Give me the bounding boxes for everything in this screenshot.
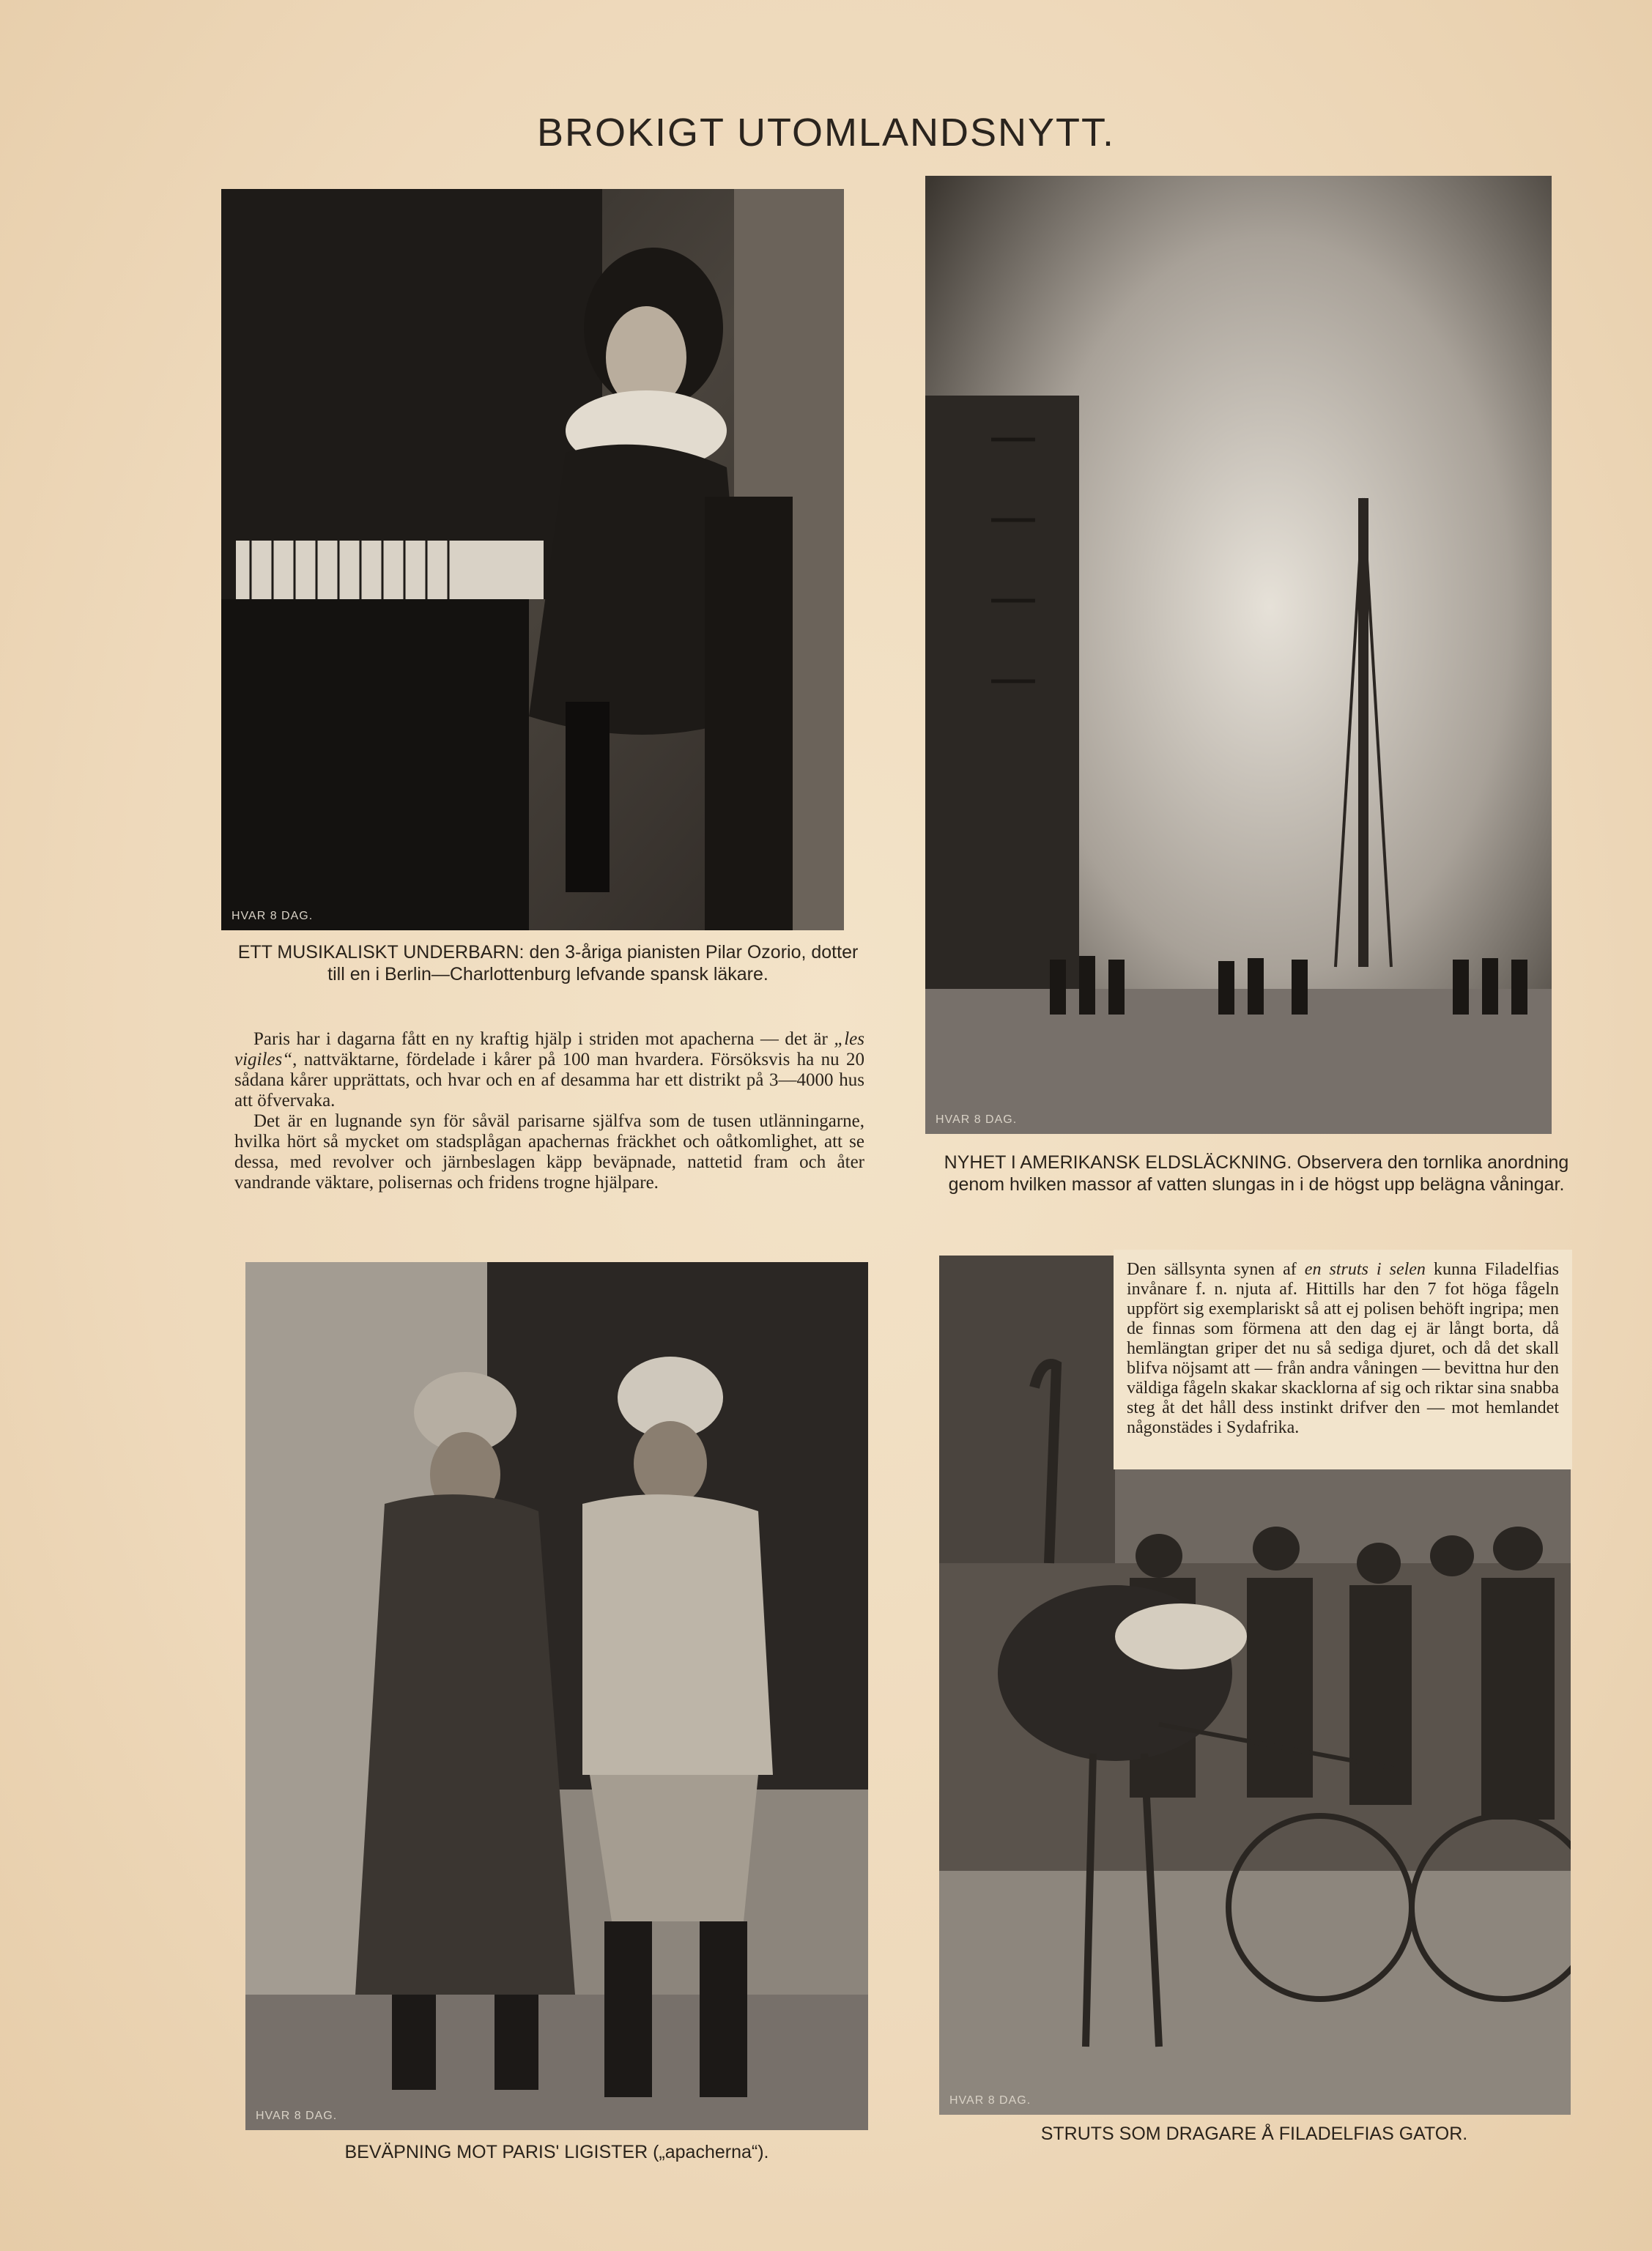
caption-fire-tower: NYHET I AMERIKANSK ELDSLÄCKNING. Observera den tornlika anordning genom hvilken massor af vatten slungas in i de högst upp belägna våningar. (944, 1152, 1569, 1195)
article-les-vigiles (234, 1029, 864, 1193)
photo-credit: HVAR 8 DAG. (231, 910, 314, 922)
ostrich-note (1114, 1250, 1572, 1469)
photo-fire-tower (925, 176, 1552, 1134)
caption-child-pianist: ETT MUSIKALISKT UNDERBARN: den 3-åriga pianisten Pilar Ozorio, dotter till en i Berlin—Charlottenburg lefvande spansk läkare. (237, 942, 859, 984)
photo-credit: HVAR 8 DAG. (936, 1113, 1018, 1126)
caption-ostrich-cart: STRUTS SOM DRAGARE Å FILADELFIAS GATOR. (1040, 2124, 1468, 2144)
article-paragraph-1 (234, 1029, 864, 1111)
note-text: kunna Filadelfias invånare f. n. njuta af. Hittills har den 7 fot höga fågeln uppfört sig exemplariskt så att ej polisen behöft ingripa; men de finnas som förmena att den dag ej är långt borta, då hemlängtan griper det nu så sediga djuret, och då det skall blifva nöjsamt att — från andra våningen — bevittna hur den väldiga fågeln skakar skacklorna af sig och riktar sina snabba steg åt det håll dess instinkt drifver den — mot hemlandet någonstädes i Sydafrika. (1127, 1260, 1559, 1437)
article-emphasis: „les vigiles“ (234, 1029, 864, 1069)
article-paragraph-2: Det är en lugnande syn för såväl parisarne själfva som de tusen utlänningarne, hvilka hört så mycket om stadsplågan apachernas fräckhet och oåtkomlighet, att se dessa, med revolver och järnbeslagen käpp beväpnade, nattetid fram och åter vandrande väktare, polisernas och fridens trogne hjälpare. (234, 1111, 864, 1193)
photo-credit: HVAR 8 DAG. (949, 2094, 1031, 2107)
article-text: Paris har i dagarna fått en ny kraftig hjälp i striden mot apacherna — det är (253, 1029, 834, 1049)
note-emphasis: en struts i selen (1304, 1260, 1426, 1279)
page-title: BROKIGT UTOMLANDSNYTT. (536, 111, 1116, 155)
article-text: , nattväktarne, fördelade i kårer på 100 man hvardera. Försöksvis ha nu 20 sådana kårer upprättats, och hvar och en af desamma har ett distrikt på 3—4000 hus att öfvervaka. (234, 1050, 864, 1110)
photo-paris-police (245, 1262, 868, 2130)
photo-child-pianist-image (221, 189, 844, 930)
photo-paris-police-image (245, 1262, 868, 2130)
caption-paris-police: BEVÄPNING MOT PARIS' LIGISTER („apacherna“). (344, 2142, 769, 2162)
photo-credit: HVAR 8 DAG. (256, 2110, 338, 2122)
photo-child-pianist (221, 189, 844, 930)
photo-fire-tower-image (925, 176, 1552, 1134)
note-text: Den sällsynta synen af (1127, 1260, 1305, 1279)
